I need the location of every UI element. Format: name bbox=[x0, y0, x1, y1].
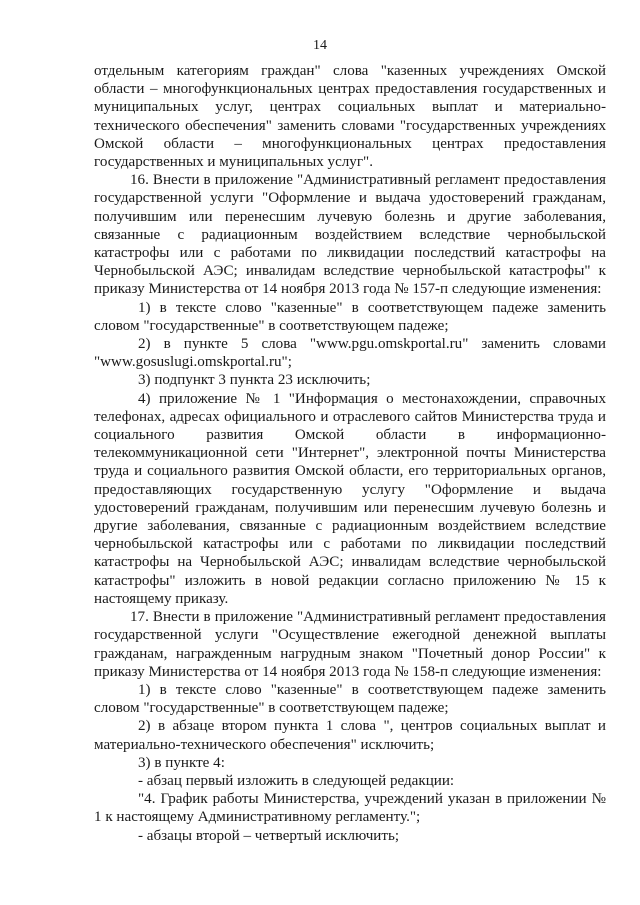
paragraph-item-16: 16. Внести в приложение "Административный регламент предоставления государственной услуги "Оформление и выдача удостоверений гражданам, получившим или перенесшим лучевую болезнь и другие заболевания, связанные с радиационным воздействием вследствие чернобыльской катастрофы или с работами по ликвидации последствий катастрофы на Чернобыльской АЭС; инвалидам вследствие чернобыльской катастрофы" к приказу Министерства от 14 ноября 2013 года № 157-п следующие изменения: bbox=[94, 172, 606, 298]
paragraph-16-sub-2: 2) в пункте 5 слова "www.pgu.omskportal.ru" заменить словами "www.gosuslugi.omskportal.ru"; bbox=[94, 336, 606, 371]
page-number: 14 bbox=[313, 38, 327, 53]
paragraph-17-sub-2: 2) в абзаце втором пункта 1 слова ", центров социальных выплат и материально-технического обеспечения" исключить; bbox=[94, 718, 606, 753]
paragraph-continuation: отдельным категориям граждан" слова "казенных учреждениях Омской области – многофункциональных центрах предоставления государственных и муниципальных услуг, центрах социальных выплат и материально-технического обеспечения" заменить словами "государственных учреждениях Омской области – многофункциональных центрах предоставления государственных и муниципальных услуг". bbox=[94, 63, 606, 171]
paragraph-17-sub-1: 1) в тексте слово "казенные" в соответствующем падеже заменить словом "государственные" в соответствующем падеже; bbox=[94, 681, 606, 717]
paragraph-17-sub-3-a: - абзац первый изложить в следующей редакции: bbox=[138, 772, 455, 789]
paragraph-16-sub-4: 4) приложение № 1 "Информация о местонахождении, справочных телефонах, адресах официального и отраслевого сайтов Министерства труда и социального развития Омской области в информационно-телекоммуникационной сети "Интернет", электронной почты Министерства труда и социального развития Омской области, его территориальных органов, предоставляющих государственную услугу "Оформление и выдача удостоверений гражданам, получившим или перенесшим лучевую болезнь и другие заболевания, связанные с радиационным воздействием вследствие чернобыльской катастрофы или с работами по ликвидации последствий катастрофы на Чернобыльской АЭС; инвалидам вследствие чернобыльской катастрофы" изложить в новой редакции согласно приложению № 15 к настоящему приказу. bbox=[94, 390, 606, 607]
paragraph-17-quote: "4. График работы Министерства, учреждений указан в приложении № 1 к настоящему Административному регламенту."; bbox=[94, 791, 606, 826]
paragraph-17-sub-3: 3) в пункте 4: bbox=[138, 754, 225, 771]
paragraph-16-sub-3: 3) подпункт 3 пункта 23 исключить; bbox=[138, 372, 371, 389]
paragraph-16-sub-1: 1) в тексте слово "казенные" в соответствующем падеже заменить словом "государственные" в соответствующем падеже; bbox=[94, 299, 606, 334]
paragraph-item-17: 17. Внести в приложение "Административный регламент предоставления государственной услуги "Осуществление ежегодной денежной выплаты гражданам, награжденным нагрудным знаком "Почетный донор России" к приказу Министерства от 14 ноября 2013 года № 158-п следующие изменения: bbox=[94, 609, 606, 680]
paragraph-17-sub-3-b: - абзацы второй – четвертый исключить; bbox=[138, 827, 400, 844]
document-body bbox=[94, 62, 606, 845]
